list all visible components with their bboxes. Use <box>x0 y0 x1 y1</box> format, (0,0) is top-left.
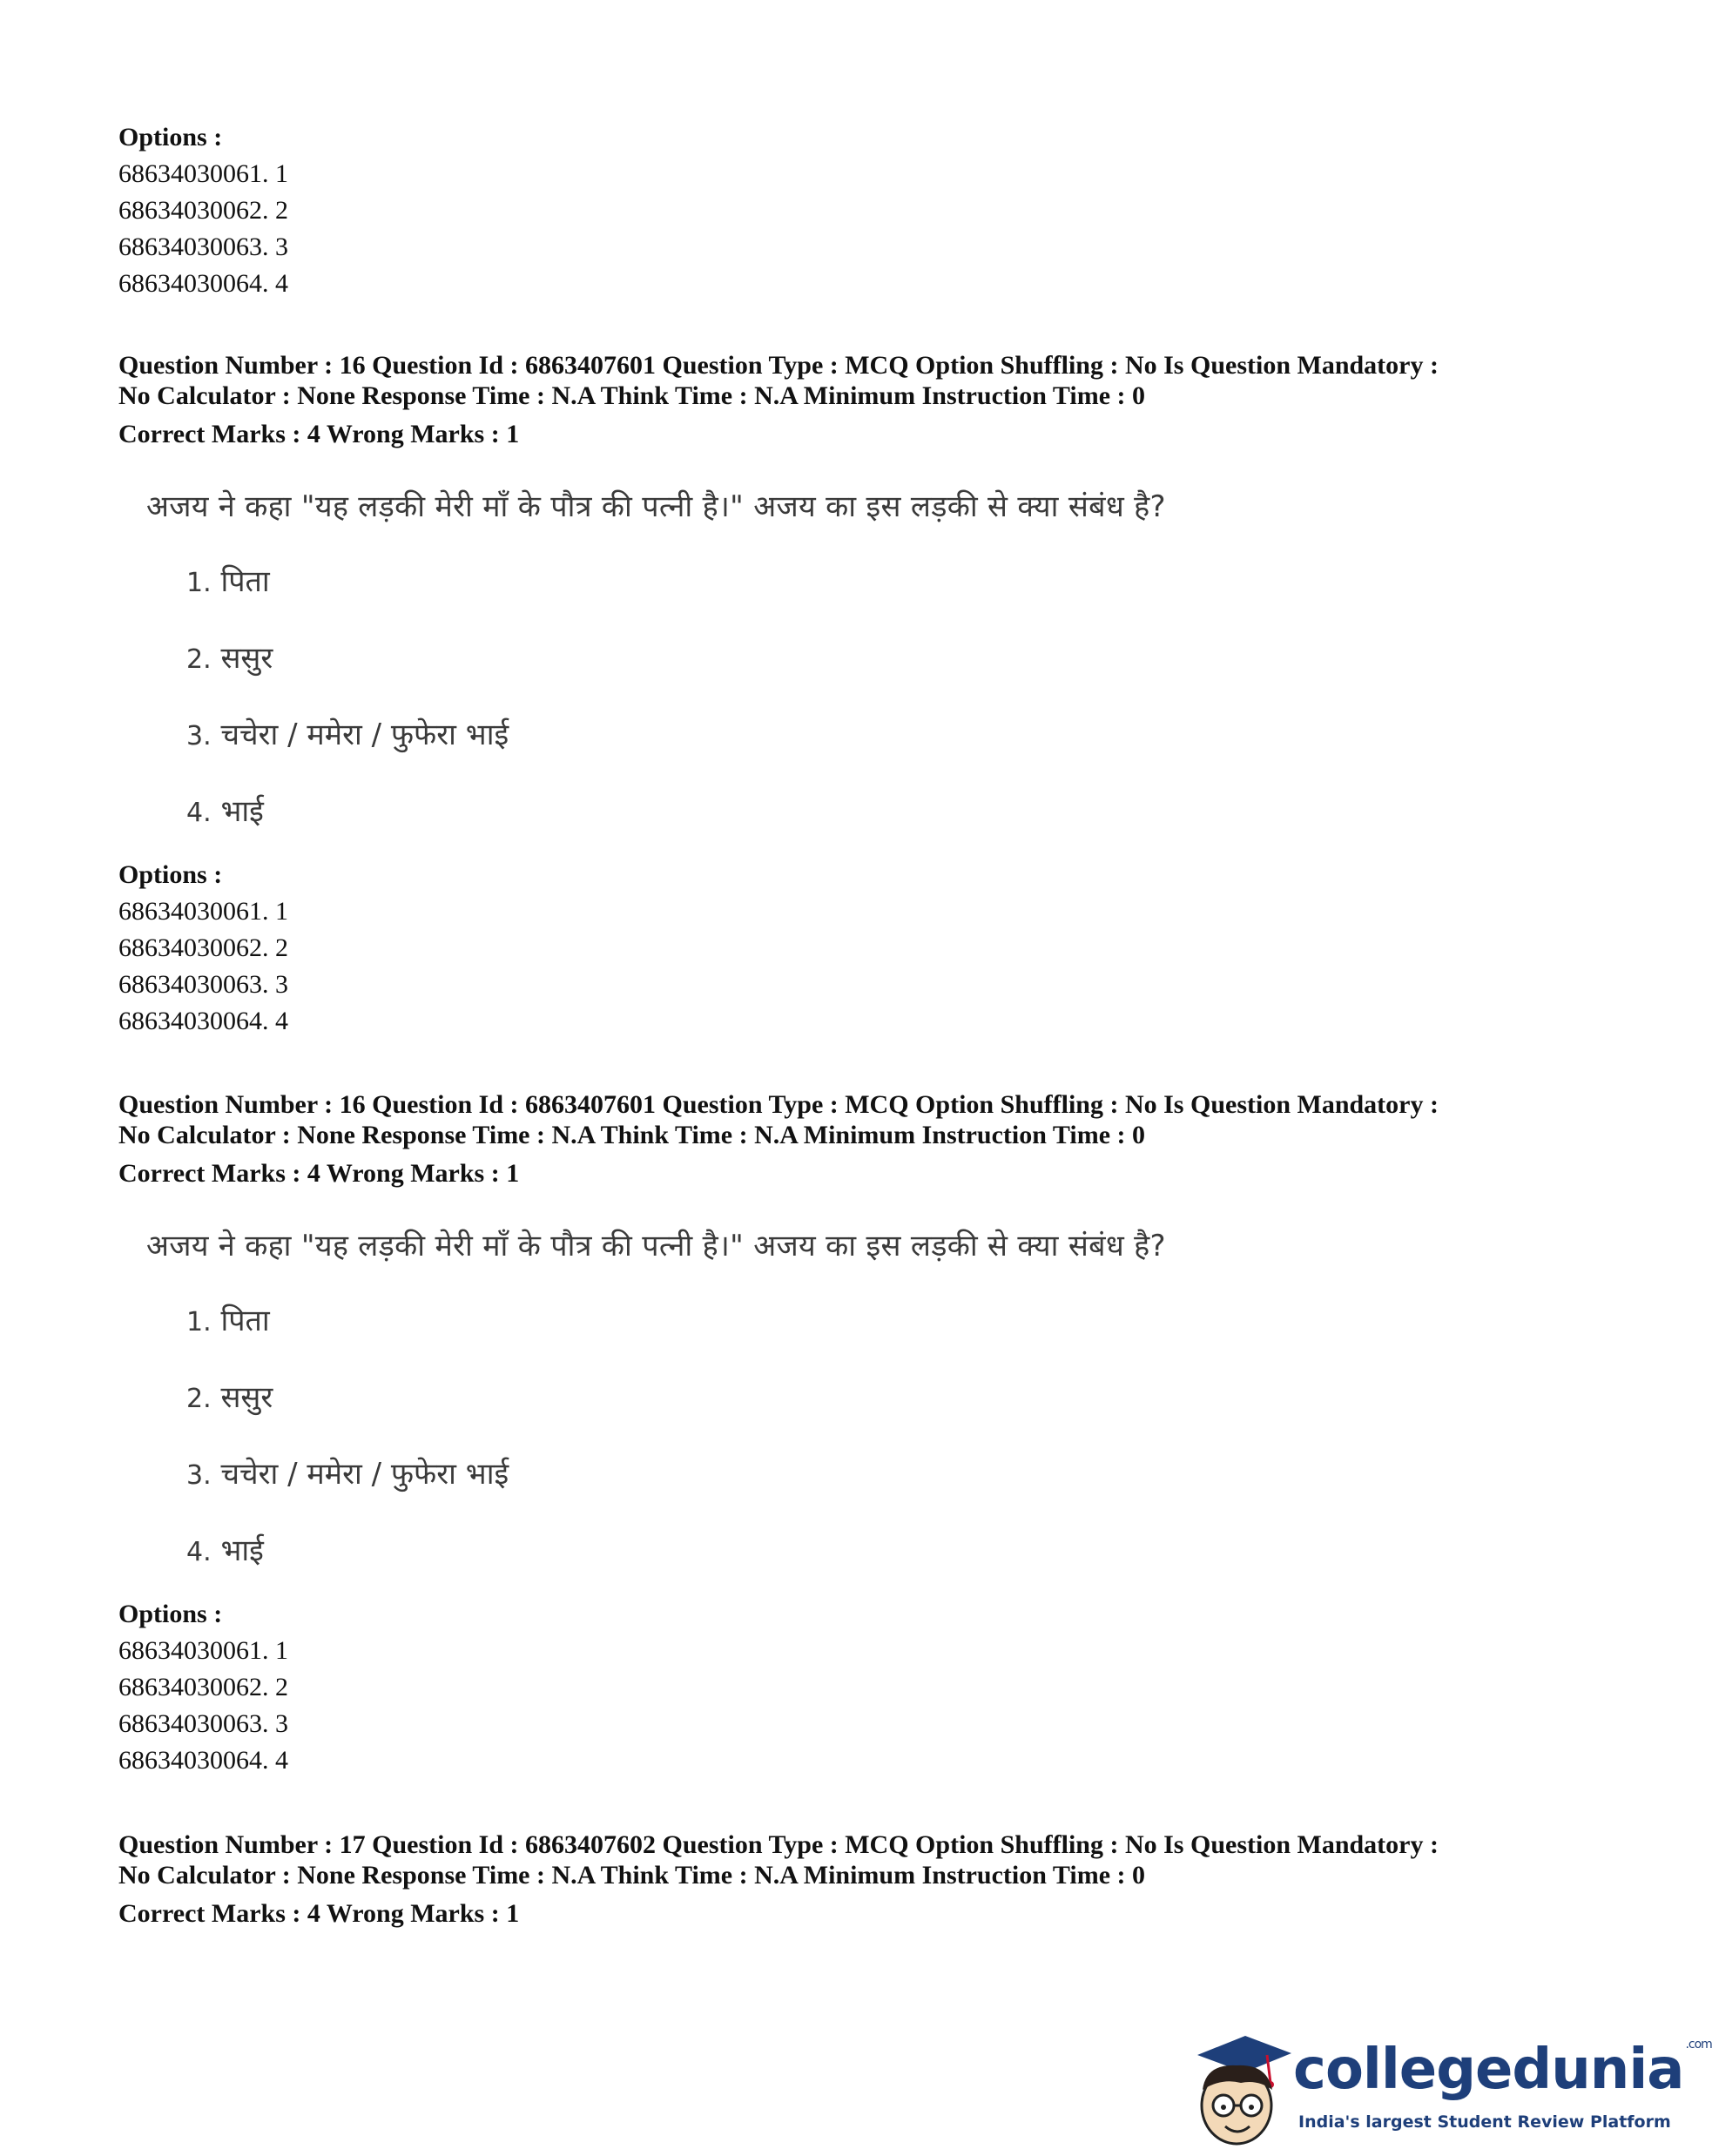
choice-text: भाई <box>220 794 264 829</box>
choice-number: 2. <box>186 1384 212 1414</box>
question-meta <box>118 350 1512 453</box>
choice-text: ससुर <box>220 641 273 676</box>
question-choice <box>186 1529 1278 1574</box>
option-item: 68634030063. 3 <box>118 1709 288 1738</box>
question-choice <box>186 1452 1278 1498</box>
question-choice <box>186 790 1278 835</box>
option-item: 68634030062. 2 <box>118 933 288 962</box>
marks-line: Correct Marks : 4 Wrong Marks : 1 <box>118 1159 520 1188</box>
question-meta <box>118 1089 1512 1192</box>
question-meta-line: Question Number : 17 Question Id : 6863407602 Question Type : MCQ Option Shuffling : No Is Question Mandatory : <box>118 1830 1439 1859</box>
question-text: अजय ने कहा "यह लड़की मेरी माँ के पौत्र की पत्नी है।" अजय का इस लड़की से क्या संबंध है? <box>146 489 1166 524</box>
choice-number: 3. <box>186 721 212 751</box>
choice-number: 3. <box>186 1460 212 1491</box>
options-block <box>118 1596 1512 1779</box>
option-item: 68634030061. 1 <box>118 159 288 188</box>
choice-number: 1. <box>186 1307 212 1337</box>
question-meta-line: No Calculator : None Response Time : N.A Think Time : N.A Minimum Instruction Time : 0 <box>118 1861 1145 1890</box>
question-choice <box>186 713 1278 758</box>
choice-text: भाई <box>220 1533 264 1568</box>
question-image <box>146 1224 1278 1574</box>
option-item: 68634030063. 3 <box>118 970 288 999</box>
options-heading: Options : <box>118 860 223 889</box>
mascot-icon <box>1180 2029 1293 2151</box>
option-item: 68634030061. 1 <box>118 1636 288 1665</box>
choice-number: 2. <box>186 644 212 675</box>
option-item: 68634030063. 3 <box>118 232 288 261</box>
options-heading: Options : <box>118 123 223 152</box>
options-heading: Options : <box>118 1600 223 1628</box>
question-meta <box>118 1829 1512 1932</box>
question-meta-line: Question Number : 16 Question Id : 6863407601 Question Type : MCQ Option Shuffling : No Is Question Mandatory : <box>118 351 1439 380</box>
choice-text: ससुर <box>220 1380 273 1415</box>
logo-wordmark <box>1293 2038 1712 2102</box>
question-choice <box>186 637 1278 682</box>
choice-number: 4. <box>186 1537 212 1567</box>
choice-text: पिता <box>220 1304 270 1338</box>
question-meta-line: Question Number : 16 Question Id : 6863407601 Question Type : MCQ Option Shuffling : No Is Question Mandatory : <box>118 1090 1439 1119</box>
option-item: 68634030062. 2 <box>118 1673 288 1701</box>
question-meta-line: No Calculator : None Response Time : N.A Think Time : N.A Minimum Instruction Time : 0 <box>118 1121 1145 1149</box>
choice-number: 1. <box>186 568 212 598</box>
question-image <box>146 485 1278 835</box>
question-choice <box>186 1299 1278 1344</box>
option-item: 68634030064. 4 <box>118 269 288 298</box>
option-item: 68634030064. 4 <box>118 1746 288 1775</box>
question-meta-line: No Calculator : None Response Time : N.A Think Time : N.A Minimum Instruction Time : 0 <box>118 381 1145 410</box>
options-block <box>118 119 1512 302</box>
option-item: 68634030062. 2 <box>118 196 288 225</box>
choice-text: चचेरा / ममेरा / फुफेरा भाई <box>220 1457 509 1492</box>
collegedunia-logo[interactable] <box>1180 2029 1712 2151</box>
logo-name: collegedunia <box>1293 2038 1684 2102</box>
logo-tagline: India's largest Student Review Platform <box>1298 2112 1671 2132</box>
marks-line: Correct Marks : 4 Wrong Marks : 1 <box>118 1899 520 1928</box>
options-block <box>118 857 1512 1040</box>
logo-suffix: .com <box>1685 2038 1712 2052</box>
question-text: अजय ने कहा "यह लड़की मेरी माँ के पौत्र की पत्नी है।" अजय का इस लड़की से क्या संबंध है? <box>146 1229 1166 1263</box>
question-choice <box>186 560 1278 605</box>
marks-line: Correct Marks : 4 Wrong Marks : 1 <box>118 420 520 448</box>
question-choice <box>186 1376 1278 1421</box>
choice-text: पिता <box>220 564 270 599</box>
option-item: 68634030061. 1 <box>118 897 288 926</box>
choice-text: चचेरा / ममेरा / फुफेरा भाई <box>220 718 509 752</box>
option-item: 68634030064. 4 <box>118 1007 288 1035</box>
choice-number: 4. <box>186 798 212 828</box>
